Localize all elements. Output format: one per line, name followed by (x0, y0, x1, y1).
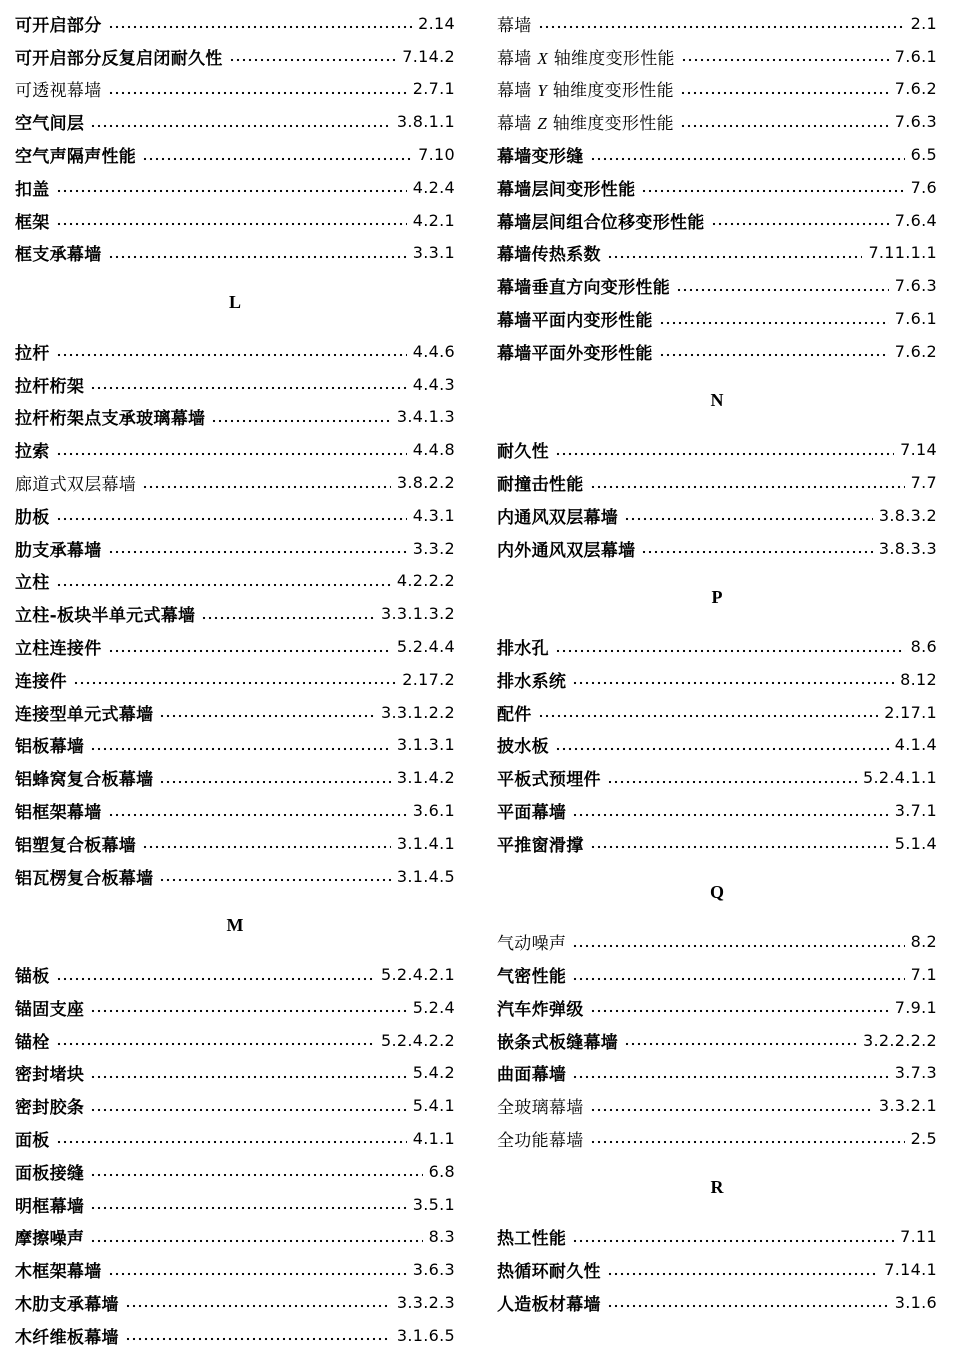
index-section-number: 2.17.1 (884, 702, 937, 722)
index-section-number: 5.4.1 (412, 1096, 455, 1116)
dot-leader (90, 1239, 422, 1243)
index-term: 密封堵块 (15, 1065, 85, 1086)
dot-leader (572, 1075, 889, 1079)
dot-leader (56, 977, 375, 981)
index-section-number: 3.1.6 (894, 1292, 937, 1312)
index-section-number: 7.7 (910, 473, 937, 493)
index-section-number: 3.3.2.1 (878, 1096, 937, 1116)
index-entry (497, 302, 937, 335)
index-section-number: 2.17.2 (402, 669, 455, 689)
dot-leader (590, 157, 905, 161)
index-section-number: 3.8.3.2 (878, 505, 937, 525)
index-section-heading: Q (709, 882, 724, 903)
index-entry (497, 1024, 937, 1057)
index-section-number: 4.4.8 (412, 440, 455, 460)
dot-leader (680, 91, 889, 95)
index-entry (15, 237, 455, 270)
index-term: 铝蜂窝复合板幕墙 (15, 770, 154, 791)
index-term: 明框幕墙 (15, 1196, 85, 1217)
dot-leader (555, 649, 905, 653)
index-entry (497, 991, 937, 1024)
index-section-number: 3.3.1 (412, 243, 455, 263)
index-term: 框架 (15, 212, 50, 233)
index-entry (15, 1122, 455, 1155)
index-term-part: 幕墙 (497, 48, 538, 69)
index-term: 配件 (497, 704, 532, 725)
index-entry (497, 204, 937, 237)
dot-leader (572, 1239, 894, 1243)
index-term: 幕墙层间组合位移变形性能 (497, 212, 705, 233)
index-entry (497, 532, 937, 565)
index-section-number: 4.1.4 (894, 735, 937, 755)
dot-leader (90, 1108, 407, 1112)
dot-leader (590, 485, 905, 489)
dot-leader (159, 780, 391, 784)
index-term-axis-symbol: Y (537, 81, 548, 101)
index-entry (497, 269, 937, 302)
index-entry (497, 729, 937, 762)
index-term: 排水系统 (497, 671, 567, 692)
dot-leader (56, 517, 407, 521)
index-term: 拉索 (15, 442, 50, 463)
index-entry (497, 171, 937, 204)
index-term: 连接件 (15, 671, 67, 692)
index-section-number: 5.2.4.2.1 (381, 965, 455, 984)
index-entry (15, 499, 455, 532)
index-term: 铝板幕墙 (15, 737, 85, 758)
dot-leader (90, 124, 391, 128)
index-section-number: 3.3.2 (412, 538, 455, 558)
index-entry (497, 335, 937, 368)
index-entry (15, 1089, 455, 1122)
dot-leader (90, 1075, 407, 1079)
index-section-number: 4.4.3 (412, 374, 455, 394)
index-term (497, 44, 675, 69)
index-entry (497, 237, 937, 270)
index-entry (15, 860, 455, 893)
index-section-number: 3.6.3 (412, 1260, 455, 1280)
dot-leader (159, 878, 391, 882)
dot-leader (56, 222, 407, 226)
dot-leader (125, 1337, 391, 1341)
index-section-number: 3.1.6.5 (396, 1325, 455, 1345)
index-section-number: 6.8 (428, 1161, 455, 1181)
index-term: 幕墙 (497, 15, 532, 36)
dot-leader (90, 1173, 422, 1177)
index-term: 木纤维板幕墙 (15, 1327, 119, 1348)
dot-leader (659, 321, 889, 325)
index-term: 人造板材幕墙 (497, 1294, 601, 1315)
index-section-number: 3.3.2.3 (396, 1292, 455, 1312)
index-entry (15, 368, 455, 401)
dot-leader (201, 616, 375, 620)
index-entry (497, 1286, 937, 1319)
index-entry (15, 630, 455, 663)
dot-leader (90, 1206, 407, 1210)
index-section-number: 7.11 (900, 1227, 937, 1247)
dot-leader (607, 780, 857, 784)
dot-leader (108, 25, 413, 29)
dot-leader (229, 58, 397, 62)
index-term: 气密性能 (497, 967, 567, 987)
index-term: 可开启部分 (15, 15, 102, 36)
dot-leader (538, 714, 879, 718)
dot-leader (90, 386, 407, 390)
index-section-number: 3.1.3.1 (396, 735, 455, 755)
index-term-part: 轴维度变形性能 (547, 114, 674, 135)
index-section-number: 7.6 (910, 177, 937, 197)
index-term: 木肋支承幕墙 (15, 1294, 119, 1315)
index-section-heading: N (710, 390, 724, 411)
index-term: 平面幕墙 (497, 803, 567, 824)
index-section-number: 8.3 (428, 1227, 455, 1247)
index-term: 密封胶条 (15, 1098, 85, 1119)
dot-leader (538, 25, 905, 29)
index-term: 锚板 (15, 967, 50, 987)
dot-leader (56, 583, 391, 587)
dot-leader (590, 1009, 889, 1013)
index-entry (15, 1188, 455, 1221)
index-section-number: 7.14.2 (402, 46, 455, 66)
index-section-number: 5.2.4.1.1 (863, 768, 937, 788)
index-term: 框支承幕墙 (15, 245, 102, 266)
index-section-number: 4.2.1 (412, 210, 455, 230)
index-term: 幕墙传热系数 (497, 245, 601, 266)
index-section-number: 7.1 (910, 965, 937, 984)
index-section-number: 4.1.1 (412, 1128, 455, 1148)
index-term: 内外通风双层幕墙 (497, 540, 636, 561)
index-term-axis-symbol: X (537, 48, 548, 68)
index-term: 肋支承幕墙 (15, 540, 102, 561)
index-section-number: 5.4.2 (412, 1063, 455, 1083)
index-section-heading: P (711, 586, 723, 607)
index-section-number: 3.8.3.3 (878, 538, 937, 558)
index-section-number: 6.5 (910, 145, 937, 165)
index-entry (497, 1057, 937, 1090)
dot-leader (73, 681, 396, 685)
index-term: 木框架幕墙 (15, 1262, 102, 1283)
index-term: 平板式预埋件 (497, 770, 601, 791)
index-section-number: 7.6.2 (894, 341, 937, 361)
index-entry (15, 1024, 455, 1057)
dot-leader (108, 1272, 407, 1276)
dot-leader (555, 747, 889, 751)
index-entry (497, 1122, 937, 1155)
index-entry (15, 532, 455, 565)
dot-leader (572, 813, 889, 817)
index-entry (15, 794, 455, 827)
index-entry (15, 696, 455, 729)
index-entry (497, 696, 937, 729)
index-section-number: 4.3.1 (412, 505, 455, 525)
index-entry (15, 105, 455, 138)
dot-leader (590, 1108, 873, 1112)
dot-leader (607, 255, 863, 259)
index-entry (15, 1155, 455, 1188)
index-entry (497, 761, 937, 794)
dot-leader (607, 1304, 889, 1308)
index-term: 廊道式双层幕墙 (15, 475, 137, 496)
dot-leader (108, 91, 407, 95)
index-section-number: 3.3.1.3.2 (381, 604, 455, 624)
dot-leader (680, 124, 889, 128)
index-term: 连接型单元式幕墙 (15, 704, 154, 725)
dot-leader (159, 714, 375, 718)
dot-leader (142, 845, 391, 849)
dot-leader (56, 452, 407, 456)
index-section-number: 7.6.4 (894, 210, 937, 230)
index-term-axis-symbol: Z (537, 114, 548, 134)
dot-leader (211, 419, 391, 423)
index-entry (15, 433, 455, 466)
index-section-number: 3.1.4.2 (396, 768, 455, 788)
index-term: 立柱-板块半单元式幕墙 (15, 606, 196, 627)
index-term: 幕墙变形缝 (497, 147, 584, 168)
index-column-left (15, 7, 455, 1352)
index-term-part: 轴维度变形性能 (547, 81, 674, 102)
index-section-number: 8.6 (910, 637, 937, 657)
index-entry (497, 794, 937, 827)
index-section-number: 3.5.1 (412, 1194, 455, 1214)
index-section-number: 3.7.3 (894, 1063, 937, 1083)
index-section-number: 5.2.4 (412, 997, 455, 1017)
index-term: 耐撞击性能 (497, 475, 584, 496)
dot-leader (572, 977, 904, 981)
dot-leader (108, 649, 391, 653)
dot-leader (108, 813, 407, 817)
index-entry (497, 958, 937, 991)
index-entry (15, 1057, 455, 1090)
index-term: 平推窗滑撑 (497, 835, 584, 856)
dot-leader (711, 222, 889, 226)
index-entry (15, 466, 455, 499)
index-term (497, 109, 674, 134)
index-term-part: 幕墙 (497, 114, 538, 135)
index-section-number: 2.5 (910, 1128, 937, 1148)
index-section-number: 3.8.1.1 (396, 112, 455, 132)
index-entry (497, 105, 937, 138)
index-entry (15, 1253, 455, 1286)
dot-leader (142, 157, 412, 161)
dot-leader (555, 452, 894, 456)
index-term: 气动噪声 (497, 934, 567, 955)
index-section-heading: L (228, 291, 241, 312)
index-entry (15, 729, 455, 762)
index-section-number: 7.10 (418, 145, 455, 165)
index-section-number: 7.6.3 (894, 276, 937, 296)
index-term: 全玻璃幕墙 (497, 1098, 584, 1119)
dot-leader (90, 747, 391, 751)
index-term: 可透视幕墙 (15, 81, 102, 102)
index-section-heading: R (710, 1177, 724, 1198)
index-section-number: 7.6.1 (894, 309, 937, 329)
dot-leader (125, 1304, 391, 1308)
index-section-number: 3.7.1 (894, 801, 937, 821)
dot-leader (641, 550, 873, 554)
index-entry (497, 433, 937, 466)
index-section-number: 3.1.4.1 (396, 833, 455, 853)
index-term: 面板接缝 (15, 1163, 85, 1184)
index-term: 热工性能 (497, 1229, 567, 1250)
index-section-number: 3.8.2.2 (396, 473, 455, 493)
index-section-number: 4.2.4 (412, 177, 455, 197)
index-entry (15, 565, 455, 598)
index-entry (497, 1089, 937, 1122)
index-section-number: 5.2.4.4 (396, 637, 455, 657)
index-term: 立柱连接件 (15, 639, 102, 660)
index-section-number: 7.6.3 (894, 112, 937, 132)
index-term: 锚固支座 (15, 999, 85, 1020)
index-entry (15, 827, 455, 860)
index-section-number: 5.1.4 (894, 833, 937, 853)
dot-leader (624, 517, 873, 521)
index-term: 幕墙平面内变形性能 (497, 311, 653, 332)
index-entry (497, 663, 937, 696)
dot-leader (56, 189, 407, 193)
dot-leader (108, 255, 407, 259)
index-term: 拉杆桁架点支承玻璃幕墙 (15, 409, 206, 430)
index-entry (497, 73, 937, 106)
dot-leader (676, 288, 889, 292)
index-term: 拉杆桁架 (15, 376, 85, 397)
index-entry (15, 663, 455, 696)
index-term (497, 76, 674, 101)
index-term: 铝塑复合板幕墙 (15, 835, 137, 856)
dot-leader (108, 550, 407, 554)
index-entry (15, 40, 455, 73)
index-section-number: 2.1 (910, 13, 937, 33)
index-entry (497, 630, 937, 663)
dot-leader (659, 353, 889, 357)
index-term: 排水孔 (497, 639, 549, 660)
index-term: 摩擦噪声 (15, 1229, 85, 1250)
index-section-number: 2.7.1 (412, 79, 455, 99)
dot-leader (590, 1140, 905, 1144)
dot-leader (142, 485, 391, 489)
dot-leader (56, 1140, 407, 1144)
index-section-number: 3.3.1.2.2 (381, 702, 455, 722)
index-section-heading: M (226, 914, 244, 935)
index-entry (15, 991, 455, 1024)
index-term: 扣盖 (15, 179, 50, 200)
index-entry (15, 335, 455, 368)
index-term: 汽车炸弹级 (497, 999, 584, 1020)
index-entry (497, 7, 937, 40)
index-section-number: 3.6.1 (412, 801, 455, 821)
index-entry (15, 761, 455, 794)
index-section-number: 7.14.1 (884, 1260, 937, 1280)
index-entry (15, 7, 455, 40)
index-term: 空气间层 (15, 114, 85, 135)
index-term: 热循环耐久性 (497, 1262, 601, 1283)
index-entry (15, 73, 455, 106)
index-entry (497, 827, 937, 860)
dot-leader (56, 353, 407, 357)
index-entry (15, 1220, 455, 1253)
index-section-number: 4.2.2.2 (396, 571, 455, 591)
index-entry (15, 958, 455, 991)
index-term: 嵌条式板缝幕墙 (497, 1032, 619, 1053)
index-term: 空气声隔声性能 (15, 147, 137, 168)
index-term: 幕墙层间变形性能 (497, 179, 636, 200)
index-term: 可开启部分反复启闭耐久性 (15, 48, 223, 69)
dot-leader (641, 189, 904, 193)
index-entry (497, 466, 937, 499)
index-section-number: 7.14 (900, 440, 937, 460)
dot-leader (681, 58, 889, 62)
dot-leader (56, 1042, 375, 1046)
index-entry (15, 401, 455, 434)
index-section-number: 4.4.6 (412, 341, 455, 361)
index-term: 内通风双层幕墙 (497, 507, 619, 528)
index-section-number: 7.6.2 (894, 79, 937, 99)
index-entry (497, 1220, 937, 1253)
index-section-number: 3.2.2.2.2 (863, 1030, 937, 1050)
index-term: 耐久性 (497, 442, 549, 463)
index-section-number: 3.4.1.3 (396, 407, 455, 427)
index-section-number: 7.11.1.1 (868, 243, 937, 263)
dot-leader (624, 1042, 857, 1046)
index-term: 立柱 (15, 573, 50, 594)
dot-leader (572, 944, 904, 948)
dot-leader (590, 845, 889, 849)
index-entry (497, 499, 937, 532)
index-section-number: 7.9.1 (894, 997, 937, 1017)
index-term: 幕墙平面外变形性能 (497, 343, 653, 364)
index-entry (15, 138, 455, 171)
index-term: 锚栓 (15, 1032, 50, 1053)
index-entry (15, 1319, 455, 1352)
index-section-number: 2.14 (418, 13, 455, 33)
index-term-part: 轴维度变形性能 (548, 48, 675, 69)
dot-leader (90, 1009, 407, 1013)
index-column-right (497, 7, 937, 1319)
index-term: 铝瓦楞复合板幕墙 (15, 868, 154, 889)
index-term: 肋板 (15, 507, 50, 528)
index-entry (15, 171, 455, 204)
dot-leader (607, 1272, 878, 1276)
index-term-part: 幕墙 (497, 81, 538, 102)
index-section-number: 8.12 (900, 669, 937, 689)
index-section-number: 8.2 (910, 932, 937, 952)
index-term: 披水板 (497, 737, 549, 758)
index-entry (497, 925, 937, 958)
index-term: 拉杆 (15, 343, 50, 364)
index-entry (15, 597, 455, 630)
index-term: 面板 (15, 1130, 50, 1151)
index-section-number: 5.2.4.2.2 (381, 1030, 455, 1050)
index-term: 全功能幕墙 (497, 1130, 584, 1151)
index-section-number: 7.6.1 (894, 46, 937, 66)
index-term: 铝框架幕墙 (15, 803, 102, 824)
index-section-number: 3.1.4.5 (396, 866, 455, 886)
index-term: 幕墙垂直方向变形性能 (497, 278, 670, 299)
index-term: 曲面幕墙 (497, 1065, 567, 1086)
index-entry (497, 138, 937, 171)
index-entry (497, 40, 937, 73)
dot-leader (572, 681, 894, 685)
index-entry (15, 204, 455, 237)
index-entry (15, 1286, 455, 1319)
index-entry (497, 1253, 937, 1286)
